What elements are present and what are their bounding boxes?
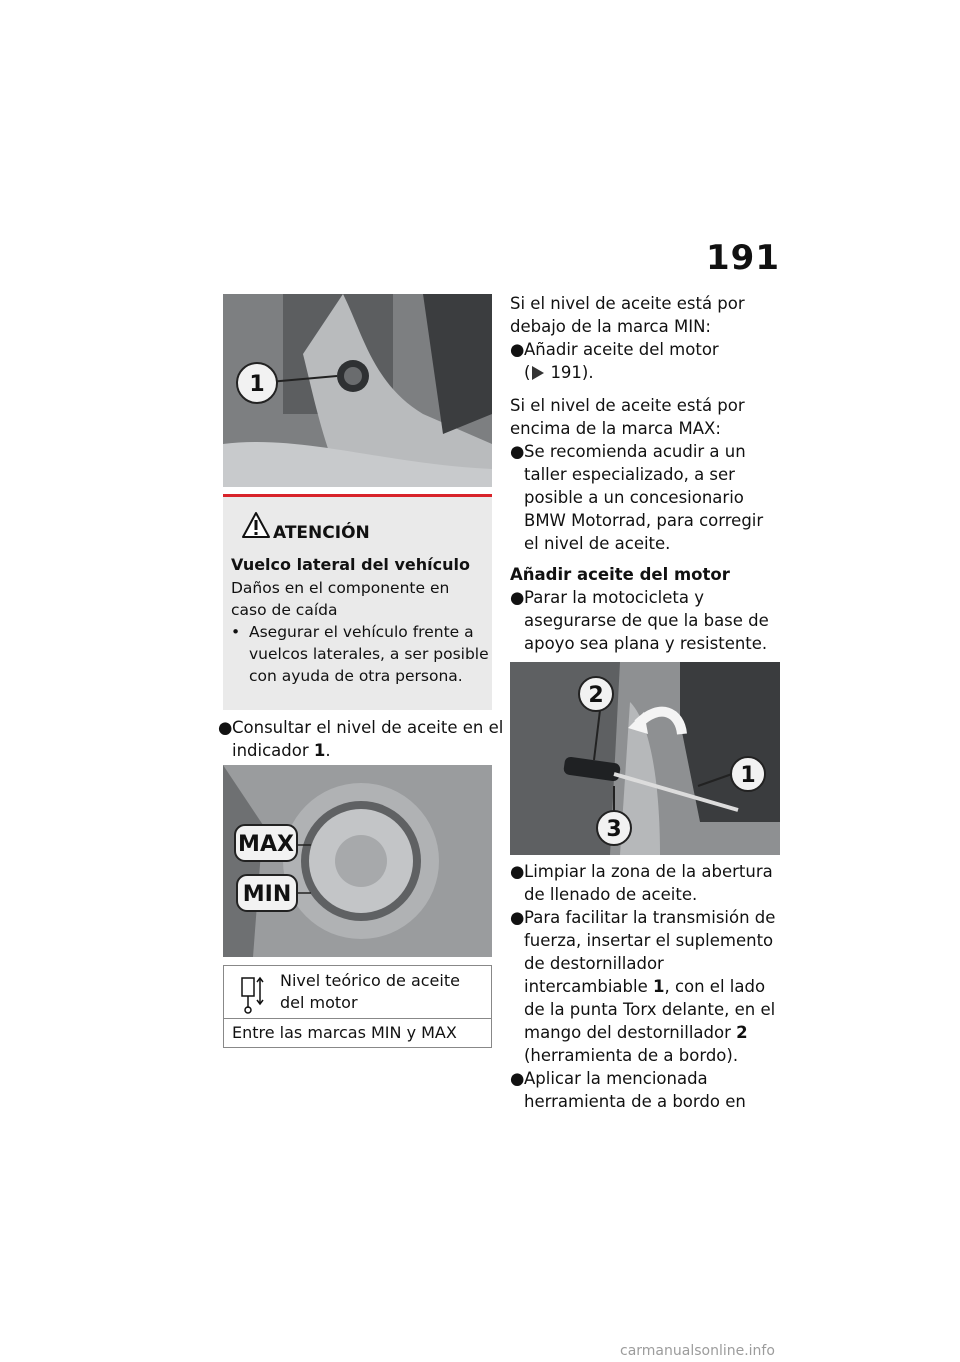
right-column-lower [510,860,782,1113]
ref-1: 1 [652,977,665,996]
warning-title: Vuelco lateral del vehículo [231,555,470,574]
ref-2: 2 [736,1023,748,1042]
list-item: ● Aplicar la mencionada herramienta de a bordo en [510,1069,746,1111]
bullet-text-end: (herramienta de a bordo). [524,1046,739,1065]
bullet-text: Se recomienda acudir a un taller especializado, a ser posible a un concesionario BMW Motorrad, para corregir el nivel de aceite. [524,442,764,553]
page-number: 191 [706,238,780,278]
callout-1: 1 [249,372,265,397]
bullet-text: Aplicar la mencionada herramienta de a bordo en [524,1069,746,1111]
list-item: ● Para facilitar la transmisión de fuerza, insertar el suplemento de destornillador intercambiable 1, con el lado de la punta Torx delante, en el mango del destornillador 2 (herramienta de a bordo). [510,908,776,1065]
list-item: ● Parar la motocicleta y asegurarse de que la base de apoyo sea plana y resistente. [510,588,769,653]
warning-box [223,494,492,710]
warning-bullet [231,621,489,687]
oil-dipstick-icon [236,974,268,1014]
warning-triangle-icon [241,511,271,539]
bullet-mark: • [231,623,241,641]
min-label: MIN [242,882,292,907]
screwdriver-photo [510,662,780,855]
warning-heading: ATENCIÓN [273,523,370,543]
right-column [510,292,782,655]
left-bullet-text: Consultar el nivel de aceite en el indicador [232,718,504,760]
table-row [224,966,491,1019]
oil-level-table [223,965,492,1048]
bullet-text: Añadir aceite del motor [524,340,719,359]
section-heading: Añadir aceite del motor [510,565,730,584]
ref-page: 191). [550,363,594,382]
paragraph-min: Si el nivel de aceite está por debajo de la marca MIN: [510,294,745,336]
engine-photo-1 [223,294,492,487]
arrow-icon [532,366,544,380]
table-label: Nivel teórico de aceite del motor [280,971,460,1012]
paragraph-max: Si el nivel de aceite está por encima de la marca MAX: [510,396,745,438]
bullet-text: Para facilitar la transmisión de fuerza, insertar el suplemento de destornillador intercambiable [524,908,776,996]
list-item: ● Añadir aceite del motor [510,340,719,359]
ref-1: 1 [313,741,326,760]
list-item: ● Se recomienda acudir a un taller especializado, a ser posible a un concesionario BMW Motorrad, para corregir el nivel de aceite. [510,442,764,553]
bullet-text-cont: , con el lado de la punta Torx delante, en el mango del destornillador [524,977,776,1042]
page-reference: ( 191). [524,363,594,382]
bullet-text: Parar la motocicleta y asegurarse de que la base de apoyo sea plana y resistente. [524,588,769,653]
oil-sight-glass-photo [223,765,492,957]
callout-1: 1 [740,763,756,788]
callout-3: 3 [606,817,622,842]
table-value: Entre las marcas MIN y MAX [232,1023,457,1042]
warning-bullet-text: Asegurar el vehículo frente a vuelcos laterales, a ser posible con ayuda de otra persona. [249,623,489,685]
max-label: MAX [238,832,294,857]
footer-watermark: carmanualsonline.info [620,1343,775,1359]
list-item: ● Limpiar la zona de la abertura de llenado de aceite. [510,862,773,904]
period: . [325,741,331,760]
warning-text: Daños en el componente en caso de caída [231,579,450,619]
left-bullet: ● Consultar el nivel de aceite en el indicador 1. [218,718,504,760]
callout-2: 2 [588,683,604,708]
bullet-text: Limpiar la zona de la abertura de llenado de aceite. [524,862,773,904]
